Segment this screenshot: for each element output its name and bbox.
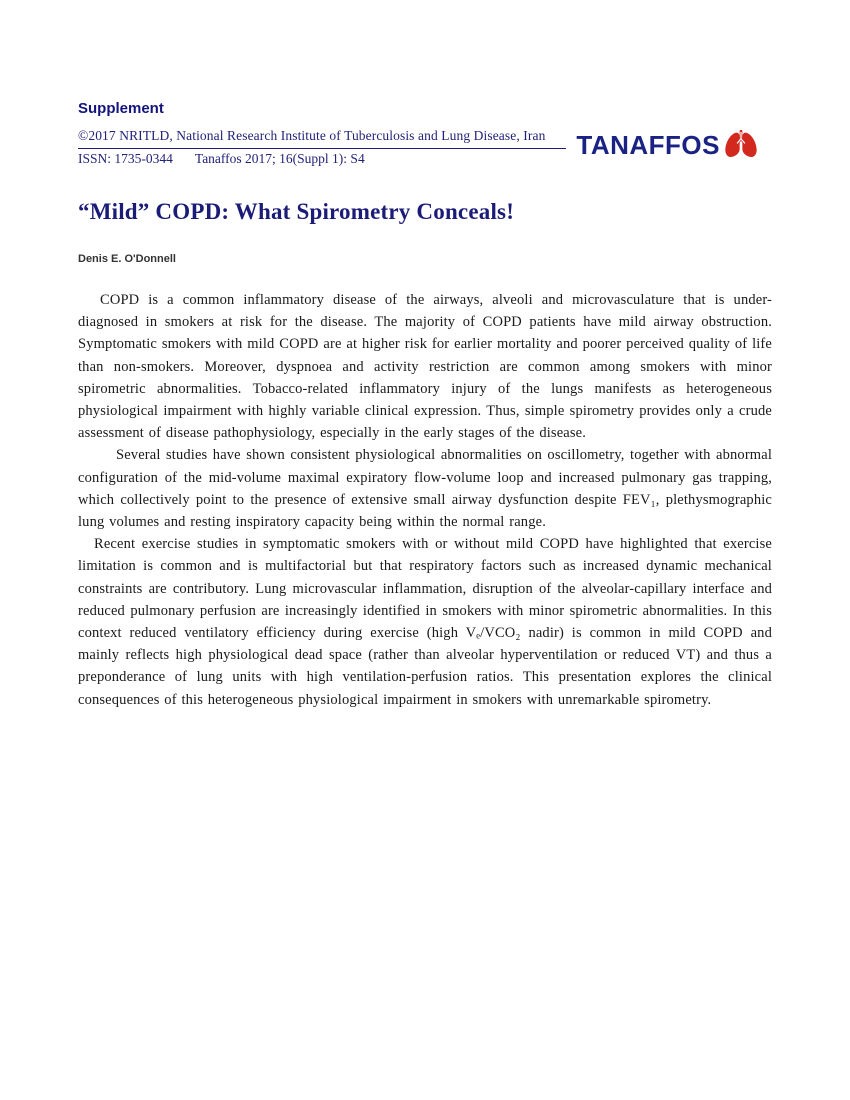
journal-section-label: Supplement — [78, 100, 164, 117]
abstract-paragraph: Several studies have shown consistent physiological abnormalities on oscillometry, together with abnormal configuration of the mid-volume maximal expiratory flow-volume loop and increased pulmonary gas trapping, which collectively point to the presence of extensive small airway dysfunction despite FEV₁, plethysmographic lung volumes and resting inspiratory capacity being within the normal range. — [78, 447, 772, 531]
journal-logo-text: TANAFFOS — [576, 130, 720, 160]
copyright-line: ©2017 NRITLD, National Research Institute of Tuberculosis and Lung Disease, Iran — [78, 128, 546, 143]
header-divider — [78, 148, 566, 149]
journal-logo — [576, 130, 758, 160]
author-name: Denis E. O'Donnell — [78, 253, 176, 265]
abstract-paragraph: COPD is a common inflammatory disease of the airways, alveoli and microvasculature that is under-diagnosed in smokers at risk for the disease. The majority of COPD patients have mild airway obstruction. Symptomatic smokers with mild COPD are at higher risk for earlier mortality and poorer perceived quality of life than non-smokers. Moreover, dyspnoea and activity restriction are common among smokers with minor spirometric abnormalities. Tobacco-related inflammatory injury of the lungs manifests as heterogeneous physiological impairment with highly variable clinical expression. Thus, simple spirometry provides only a crude assessment of disease pathophysiology, especially in the early stages of the disease. — [78, 292, 772, 442]
abstract-paragraph: Recent exercise studies in symptomatic smokers with or without mild COPD have highlighted that exercise limitation is common and is multifactorial but that respiratory factors such as increased dynamic mechanical constraints are contributory. Lung microvascular inflammation, disruption of the alveolar-capillary interface and reduced pulmonary perfusion are increasingly identified in smokers with minor spirometric abnormalities. In this context reduced ventilatory efficiency during exercise (high Vₑ/VCO₂ nadir) is common in mild COPD and mainly reflects high physiological dead space (rather than alveolar hyperventilation or reduced VT) and thus a preponderance of lung units with high ventilation-perfusion ratios. This presentation explores the clinical consequences of this heterogeneous physiological impairment in smokers with unremarkable spirometry. — [78, 536, 772, 708]
abstract-body — [78, 289, 772, 711]
lungs-icon — [724, 130, 758, 160]
citation-label: Tanaffos 2017; 16(Suppl 1): S4 — [194, 151, 365, 166]
article-title: “Mild” COPD: What Spirometry Conceals! — [78, 199, 515, 224]
issn-label: ISSN: 1735-0344 — [78, 151, 173, 166]
issn-citation-line — [78, 151, 365, 167]
